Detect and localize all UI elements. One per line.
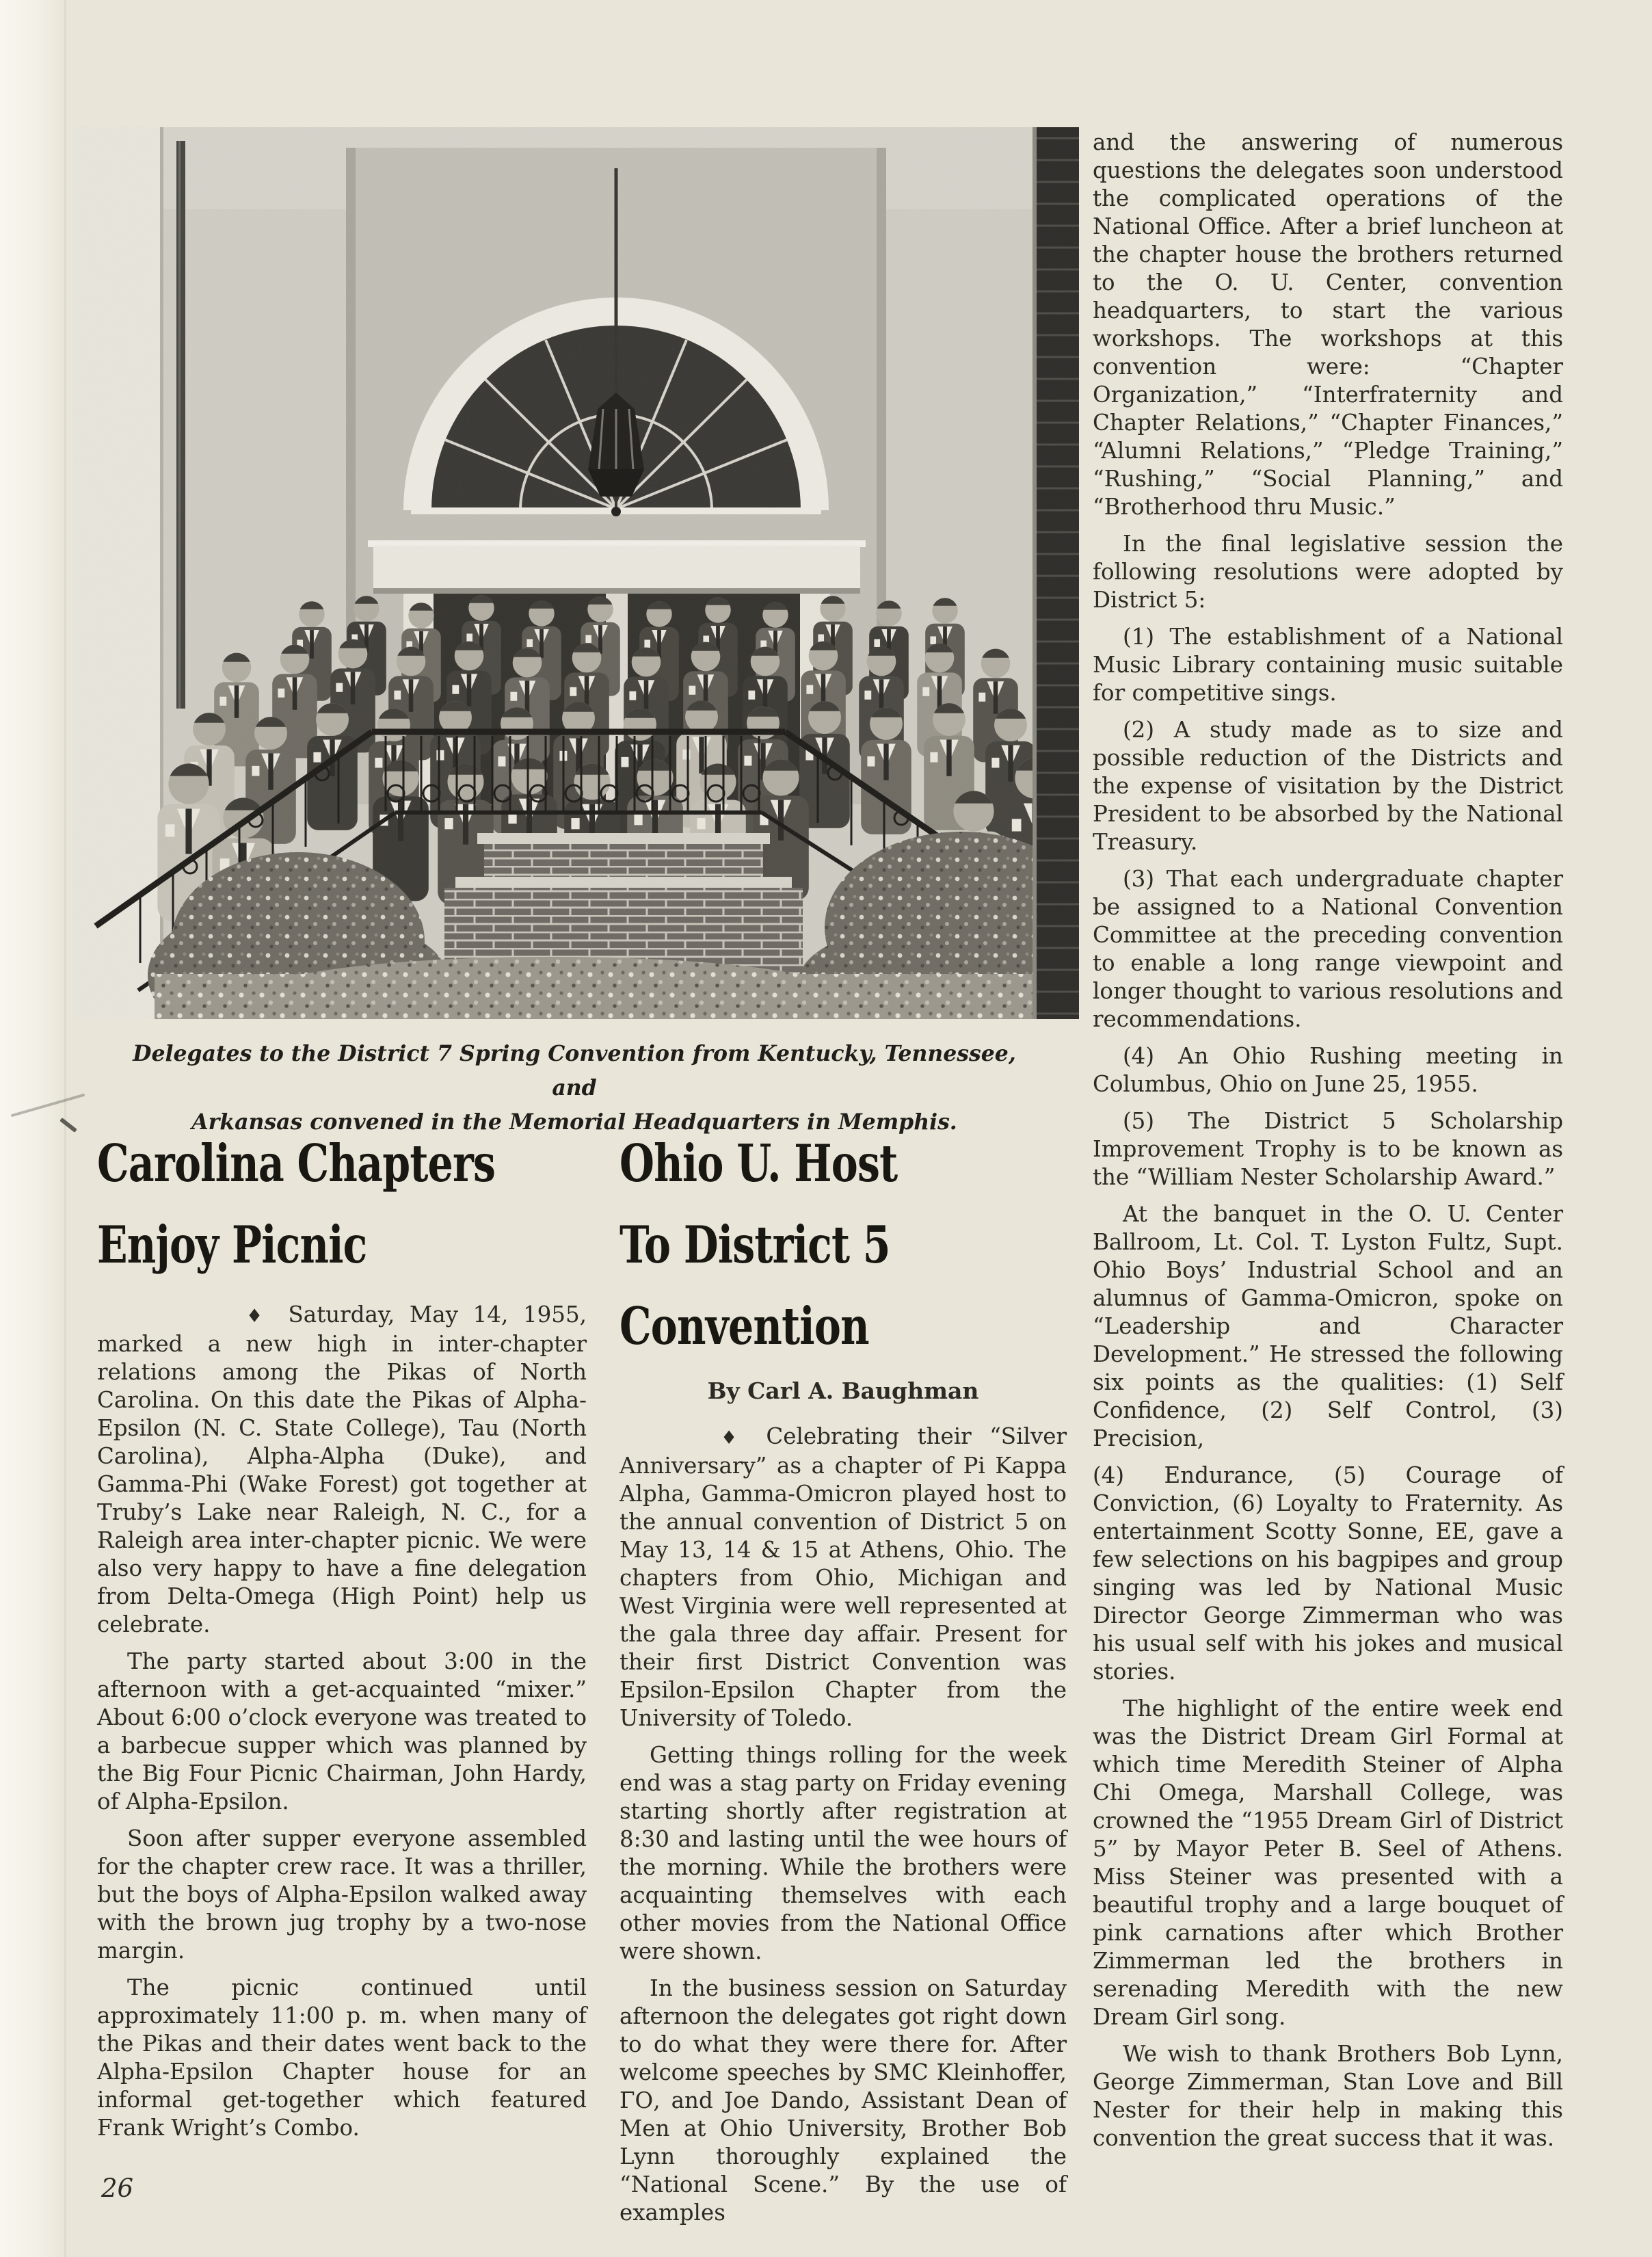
article-title-carolina [97,1123,496,1286]
title-line: Ohio U. Host [620,1133,898,1193]
film-grain [72,127,1079,1019]
body-paragraph: (2) A study made as to size and possible reduction of the Districts and the expense of visitation by the District President to be absorbed by the National Treasury. [1093,717,1563,855]
body-paragraph: (3) That each undergraduate chapter be assigned to a National Convention Committee at the preceding convention to enable a long range viewpoint and longer thought to various resolutions and recommendations. [1093,866,1563,1032]
byline: By Carl A. Baughman [707,1377,979,1404]
paragraph-text: Celebrating their “Silver Anniversary” as a chapter of Pi Kappa Alpha, Gamma-Omicron played host to the annual convention of District 5 on May 13, 14 & 15 at Athens, Ohio. The chapters from Ohio, Michigan and West Virginia were well represented at the gala three day affair. Present for their first District Convention was Epsilon-Epsilon Chapter from the University of Toledo. [620,1423,1067,1731]
body-paragraph: (5) The District 5 Scholarship Improvement Trophy is to be known as the “William Nester Scholarship Award.” [1093,1108,1563,1190]
page-crease [64,0,66,2257]
caption-line: Arkansas convened in the Memorial Headquarters in Memphis. [191,1109,957,1135]
body-paragraph: The party started about 3:00 in the afternoon with a get-acquainted “mixer.” About 6:00 o’clock everyone was treated to a barbecue supper which was planned by the Big Four Picnic Chairman, John Hardy, of Alpha-Epsilon. [97,1648,587,1814]
diamond-icon: ♦ [721,1427,749,1449]
body-paragraph: (4) An Ohio Rushing meeting in Columbus, Ohio on June 25, 1955. [1093,1043,1563,1097]
article-carolina-chapters [97,1123,587,2151]
body-paragraph: (1) The establishment of a National Music Library containing music suitable for competitive sings. [1093,624,1563,706]
body-paragraph: and the answering of numerous questions the delegates soon understood the complicated operations of the National Office. After a brief luncheon at the chapter house the brothers returned to the O. U. Center, convention headquarters, to start the various workshops. The workshops at this convention were: “Chapter Organization,” “Interfraternity and Chapter Relations,” “Chapter Finances,” “Alumni Relations,” “Pledge Training,” “Rushing,” “Social Planning,” and “Brotherhood thru Music.” [1093,129,1563,520]
paragraph-text: Saturday, May 14, 1955, marked a new high in inter-chapter relations among the Pikas of North Carolina. On this date the Pikas of Alpha-Epsilon (N. C. State College), Tau (North Carolina), Alpha-Alpha (Duke), and Gamma-Phi (Wake Forest) got together at Truby’s Lake near Raleigh, N. C., for a Raleigh area inter-chapter picnic. We were also very happy to have a fine delegation from Delta-Omega (High Point) help us celebrate. [97,1302,587,1637]
diamond-icon: ♦ [246,1306,271,1327]
body-paragraph: Soon after supper everyone assembled for the chapter crew race. It was a thriller, but the boys of Alpha-Epsilon walked away with the brown jug trophy by a two-nose margin. [97,1825,587,1964]
title-line: To District 5 [620,1215,890,1275]
body-paragraph: We wish to thank Brothers Bob Lynn, George Zimmerman, Stan Love and Bill Nester for their help in making this convention the great success that it was. [1093,2041,1563,2151]
title-line: Convention [620,1296,869,1356]
body-paragraph: The highlight of the entire week end was the District Dream Girl Formal at which time Meredith Steiner of Alpha Chi Omega, Marshall College, was crowned the “1955 Dream Girl of District 5” by Mayor Peter B. Seel of Athens. Miss Steiner was presented with a beautiful trophy and a large bouquet of pink carnations after which Brother Zimmerman led the brothers in serenading Meredith with the new Dream Girl song. [1093,1695,1563,2030]
article-continuation-column [1093,129,1563,2161]
body-paragraph: In the final legislative session the following resolutions were adopted by District 5: [1093,531,1563,613]
body-paragraph: At the banquet in the O. U. Center Ballroom, Lt. Col. T. Lyston Fultz, Supt. Ohio Boys’ Industrial School and an alumnus of Gamma-Omicron, spoke on “Leadership and Character Development.” He stressed the following six points as the qualities: (1) Self Confidence, (2) Self Control, (3) Precision, [1093,1201,1563,1451]
body-paragraph: Getting things rolling for the week end was a stag party on Friday evening starting shortly after registration at 8:30 and lasting until the wee hours of the morning. While the brothers were acquainting themselves with each other movies from the National Office were shown. [620,1742,1067,1964]
title-line: Carolina Chapters [97,1133,496,1193]
body-paragraph: The picnic continued until approximately 11:00 p. m. when many of the Pikas and their dates went back to the Alpha-Epsilon Chapter house for an informal get-together which featured Frank Wright’s Combo. [97,1975,587,2141]
page-edge-highlight [0,0,66,2257]
article-ohio-u-host [620,1123,1067,2236]
body-paragraph: (4) Endurance, (5) Courage of Conviction, (6) Loyalty to Fraternity. As entertainment Scotty Sonne, ΕΕ, gave a few selections on his bagpipes and group singing was led by National Music Director George Zimmerman who was his usual self with his jokes and musical stories. [1093,1462,1563,1685]
caption-line: Delegates to the District 7 Spring Convention from Kentucky, Tennessee, and [133,1041,1016,1100]
article-title-ohio [620,1123,968,1367]
page-number: 26 [101,2174,134,2203]
title-line: Enjoy Picnic [97,1215,367,1275]
body-paragraph [620,1423,1067,1732]
body-paragraph [97,1301,587,1639]
body-paragraph: In the business session on Saturday afternoon the delegates got right down to do what they were there for. After welcome speeches by SMC Kleinhoffer, ΓΟ, and Joe Dando, Assistant Dean of Men at Ohio University, Brother Bob Lynn thoroughly explained the “National Scene.” By the use of examples [620,1975,1067,2226]
convention-photo [72,127,1079,1019]
group-photo-illustration [72,127,1079,1019]
